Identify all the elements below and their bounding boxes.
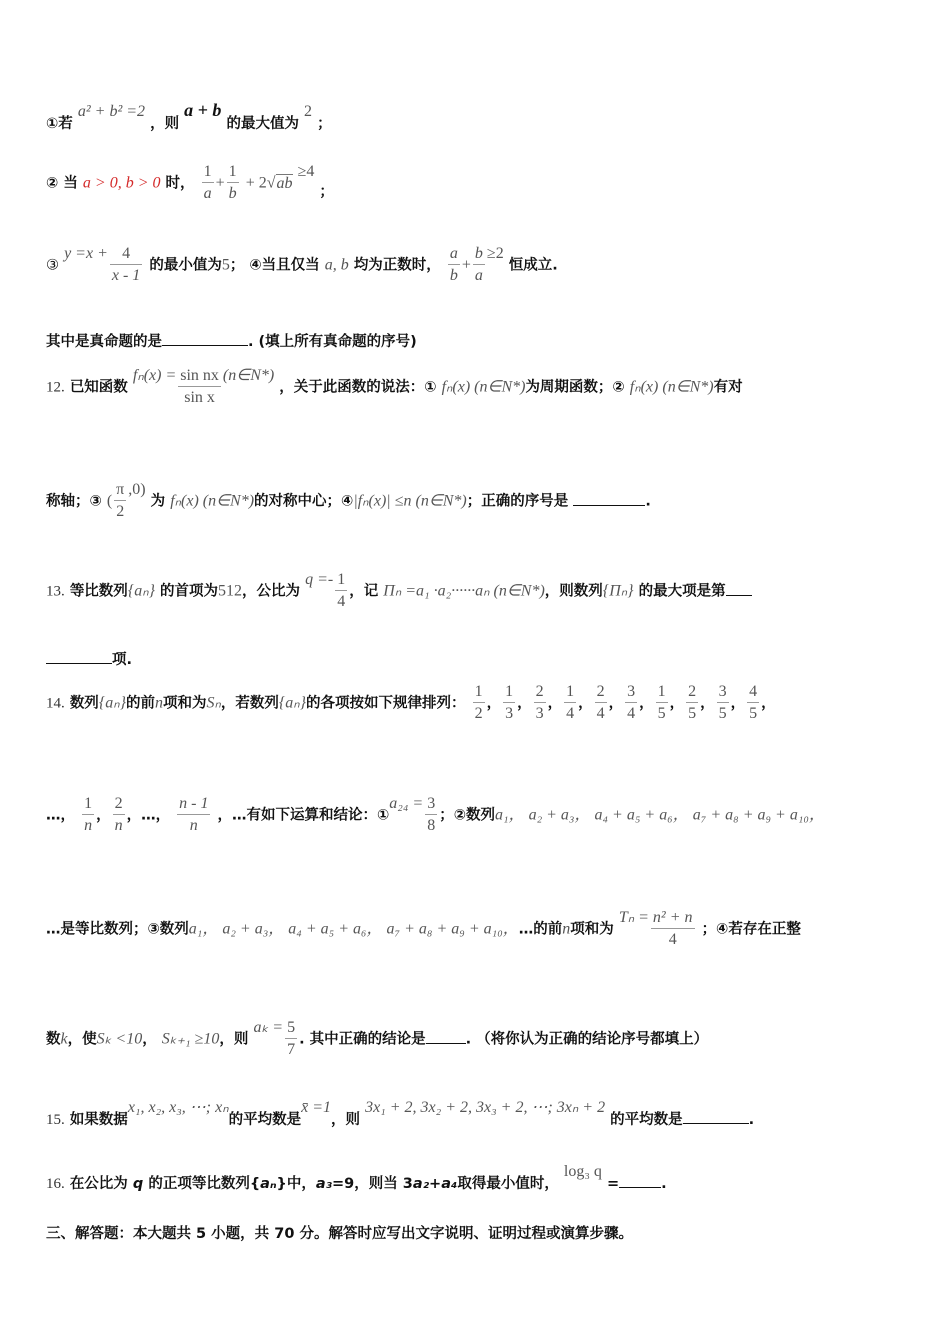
fraction: $\frac{1}{4}$: [337, 571, 346, 610]
text: 的最小值为: [149, 257, 222, 274]
math-var: k: [60, 1030, 68, 1048]
text: 的平均数是: [228, 1112, 302, 1128]
math-var: a₄: [441, 1176, 458, 1192]
text: 的首项为: [160, 583, 219, 600]
q11-question: [46, 330, 417, 351]
math-function: fₙ(x) =: [132, 366, 177, 384]
text: 的前: [125, 695, 155, 712]
math-var: n: [562, 920, 571, 938]
answer-blank-continued[interactable]: [46, 649, 112, 664]
math-var: aₙ: [260, 1176, 277, 1192]
text: }中，: [276, 1176, 316, 1192]
text: ，则数列: [544, 583, 603, 600]
answer-blank[interactable]: [683, 1109, 749, 1124]
text: 项.: [112, 652, 133, 668]
answer-blank[interactable]: [726, 581, 752, 596]
text: .: [748, 1112, 755, 1128]
math-term: Tₙ =: [618, 908, 649, 926]
math-sequence: {Πₙ}: [602, 582, 634, 600]
q13-line1: [46, 570, 752, 613]
text: =: [607, 1176, 620, 1192]
text: 的正项等比数列{: [148, 1176, 261, 1192]
math-value: 5: [221, 256, 230, 274]
question-number: 14.: [46, 695, 65, 712]
fraction: $\frac{4}{x - 1}$: [111, 245, 141, 284]
q14-line1: 14. 数列{aₙ}的前n项和为Sₙ，若数列{aₙ}的各项按如下规律排列： $\frac{1}{2}$ ， $\frac{1}{3}$ ， $\frac{2}{3}$ ， $\frac{1}{4}$ ， $\frac{2}{4}$ ， $\frac{3}{4}$ ， $\frac{1}{5}$ ， $\frac{2}{5}$ ， $\frac{3}{5}$ ， $\frac{4}{5}$ ，: [46, 683, 776, 722]
q12-line2: 称轴；③ ( $\frac{\pi}{2}$ ,0) 为 fₙ(x) (n∈N*)的对称中心；④|fₙ(x)| ≤n (n∈N*)；正确的序号是 .: [46, 480, 651, 523]
math-term: a₂₄ =: [389, 794, 424, 812]
math-sequence-terms: a₁， a₂ + a₃， a₄ + a₅ + a₆， a₇ + a₈ + a₉ + a₁₀，: [188, 920, 519, 938]
text: 项和为: [162, 695, 207, 712]
text: ，则: [150, 116, 180, 132]
q15: [46, 1099, 755, 1129]
q11-item2: ② 当 a > 0, b > 0 时， $\frac{1}{a}$ + $\frac{1}{b}$ + 2√ab ≥4 ；: [46, 162, 334, 205]
text: …，: [141, 807, 171, 824]
text: 数列: [69, 695, 99, 712]
question-number: 16.: [46, 1176, 65, 1192]
math-data: 3x₁ + 2, 3x₂ + 2, 3x₃ + 2, ⋯; 3xₙ + 2: [365, 1099, 606, 1116]
text: …，: [46, 807, 75, 824]
math-inequality: |fₙ(x)| ≤n (n∈N*): [353, 492, 467, 510]
text: . (填上所有真命题的序号): [248, 334, 417, 350]
text: 为周期函数；②: [525, 379, 625, 396]
math-log: log₃ q: [563, 1163, 602, 1180]
math-data: x₁, x₂, x₃, ⋯; xₙ: [127, 1099, 229, 1116]
math-var: a₂: [412, 1176, 430, 1192]
text: . （将你认为正确的结论序号都填上）: [465, 1031, 709, 1048]
text: 有对: [713, 379, 743, 396]
fraction: $\frac{\text{sin nx}}{\text{sin x}}$: [180, 367, 219, 406]
item-label: ③: [46, 257, 59, 274]
text: ；②数列: [439, 807, 495, 824]
text: ； ④当且仅当: [229, 257, 320, 274]
q12-line1: [46, 366, 743, 409]
math-var: q: [132, 1176, 144, 1192]
math-sequence-terms: a₁， a₂ + a₃， a₄ + a₅ + a₆， a₇ + a₈ + a₉ + a₁₀，: [495, 806, 825, 824]
q11-item3-4: ③ y =x + $\frac{4}{x - 1}$ 的最小值为5； ④当且仅当 a, b 均为正数时， $\frac{a}{b}$ + $\frac{b}{a}$ ≥2 恒成立.: [46, 244, 558, 287]
fraction: $\frac{\pi}{2}$: [116, 481, 125, 520]
section-title: 三、解答题：本大题共 5 小题，共 70 分。解答时应写出文字说明、证明过程或演算步骤。: [46, 1226, 633, 1242]
text: ；正确的序号是: [466, 493, 569, 510]
text: .: [661, 1176, 667, 1192]
math-equation: a² + b² =2: [77, 103, 146, 120]
answer-blank[interactable]: [162, 331, 248, 346]
math-inequality: ≥2: [486, 244, 504, 262]
text: . 其中正确的结论是: [299, 1031, 426, 1048]
text: 等比数列: [69, 583, 128, 600]
text: 恒成立.: [508, 257, 558, 274]
fraction: $\frac{1}{a}$: [203, 163, 212, 202]
fraction: $\frac{1}{b}$: [228, 163, 237, 202]
text: 项和为: [570, 921, 614, 938]
q11-item1: [46, 100, 332, 133]
text: ；: [319, 183, 334, 200]
text: ；④若存在正整: [701, 921, 801, 938]
text: 的最大项是第: [638, 583, 726, 600]
text: ；: [317, 116, 332, 132]
q13-line2: [46, 648, 132, 669]
math-sequence: {aₙ}: [127, 582, 155, 600]
text: 已知函数: [69, 379, 128, 396]
math-product: Πₙ =a₁ ·a₂······aₙ (n∈N*): [383, 582, 545, 600]
math-value: 2: [304, 103, 313, 120]
math-function: fₙ(x) (n∈N*): [170, 492, 255, 510]
fraction: $\frac{b}{a}$: [474, 245, 483, 284]
text: ，…有如下运算和结论：①: [217, 807, 390, 824]
math-condition: a > 0, b > 0: [82, 174, 161, 192]
math-term: aₖ =: [253, 1018, 284, 1036]
answer-blank[interactable]: [426, 1029, 466, 1044]
text: =9，则当 3: [332, 1176, 413, 1192]
question-number: 15.: [46, 1112, 65, 1128]
text: 的对称中心；④: [254, 493, 354, 510]
math-function: fₙ(x) (n∈N*): [441, 378, 526, 396]
q16: [46, 1163, 667, 1193]
text: ，记: [349, 583, 379, 600]
text: 的最大值为: [226, 116, 299, 132]
text: 称轴；③: [46, 493, 102, 510]
fraction: $\frac{a}{b}$: [449, 245, 458, 284]
text: 时，: [165, 175, 195, 192]
item-label: ② 当: [46, 175, 78, 192]
q14-line2: …， $\frac{1}{n}$ ， $\frac{2}{n}$ ，…， $\frac{n - 1}{n}$ ，…有如下运算和结论：①a₂₄ = $\frac{3}{8}$ ；②数列a₁， a₂ + a₃， a₄ + a₅ + a₆， a₇ + a₈ + a₉ + a₁₀，: [46, 794, 825, 834]
math-var: a₃: [315, 1176, 333, 1192]
math-expression: + 2: [245, 174, 267, 192]
math-sequence: {aₙ}: [98, 694, 126, 712]
text: …的前: [518, 921, 563, 938]
text: 的各项按如下规律排列：: [306, 695, 466, 712]
text: ，若数列: [220, 695, 279, 712]
text: 如果数据: [69, 1112, 128, 1128]
text: …是等比数列；③数列: [46, 921, 189, 938]
q14-line4: 数k，使Sₖ <10， Sₖ₊₁ ≥10，则 aₖ = $\frac{5}{7}$ . 其中正确的结论是 . （将你认为正确的结论序号都填上）: [46, 1018, 709, 1058]
math-value: 512: [218, 582, 243, 600]
math-equation: q =-: [305, 570, 334, 588]
math-point: ,0): [128, 480, 146, 498]
text: 取得最小值时，: [457, 1176, 559, 1192]
math-sequence: {aₙ}: [278, 694, 307, 712]
math-inequality: Sₖ <10: [96, 1030, 143, 1048]
math-mean: x̄ =1: [301, 1099, 332, 1116]
math-vars: a, b: [324, 256, 349, 274]
text: ，则: [219, 1031, 249, 1048]
text: .: [645, 493, 651, 510]
text: ，公比为: [242, 583, 301, 600]
text: 的平均数是: [610, 1112, 683, 1128]
text: ，则: [331, 1112, 361, 1128]
text: ，使: [67, 1031, 97, 1048]
section-3-heading: [46, 1222, 633, 1243]
math-var: n: [154, 694, 163, 712]
item-label: ①若: [46, 116, 73, 132]
answer-blank[interactable]: [573, 491, 645, 506]
math-inequality: ≥4: [297, 162, 315, 180]
math-equation: y =x +: [64, 244, 108, 262]
text: +: [429, 1176, 442, 1192]
math-function: fₙ(x) (n∈N*): [629, 378, 714, 396]
sqrt-term: ab: [276, 174, 293, 192]
math-domain: (n∈N*): [222, 366, 275, 384]
math-var: Sₙ: [206, 694, 221, 712]
answer-blank[interactable]: [619, 1173, 661, 1188]
text: 为: [150, 493, 166, 510]
text: 数: [46, 1031, 61, 1048]
text: 其中是真命题的是: [46, 334, 162, 350]
text: 在公比为: [69, 1176, 128, 1192]
math-expression: a + b: [184, 100, 222, 120]
question-number: 12.: [46, 379, 65, 396]
text: ，关于此函数的说法：①: [279, 379, 437, 396]
text: 均为正数时，: [353, 257, 441, 274]
q14-line3: …是等比数列；③数列a₁， a₂ + a₃， a₄ + a₅ + a₆， a₇ + a₈ + a₉ + a₁₀，…的前n项和为 Tₙ = $\frac{\text{n² + n}}{4}$ ；④若存在正整: [46, 908, 801, 948]
math-inequality: Sₖ₊₁ ≥10: [161, 1030, 220, 1048]
question-number: 13.: [46, 583, 65, 600]
